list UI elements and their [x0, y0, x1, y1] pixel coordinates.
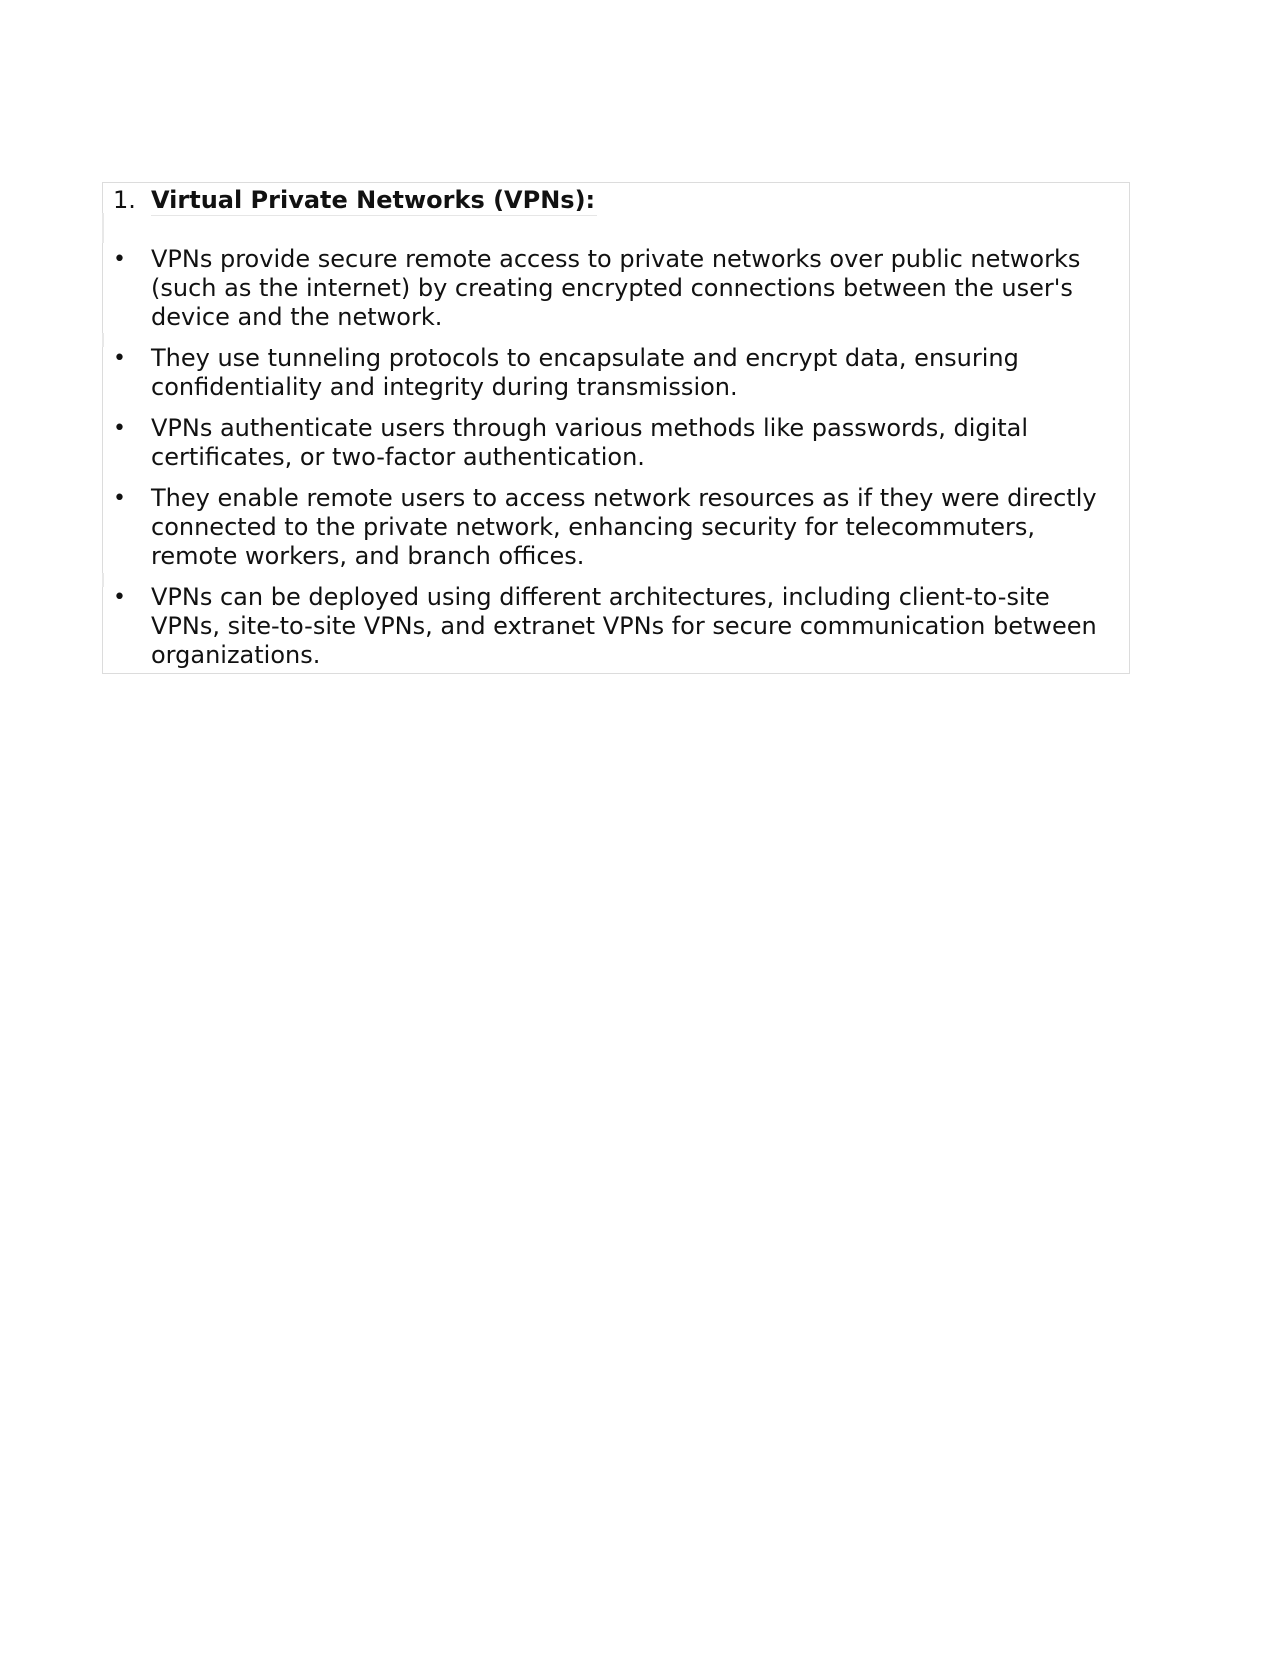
section-heading [103, 183, 1129, 219]
list-item-text: VPNs can be deployed using different architectures, including client-to-site VPNs, site-to-site VPNs, and extranet VPNs for secure communication between organizations. [151, 583, 1097, 669]
section-number: 1. [113, 186, 136, 214]
bullet-icon: • [113, 416, 126, 441]
list-item [103, 583, 1129, 670]
list-item [103, 414, 1129, 472]
list-item-text: They use tunneling protocols to encapsulate and encrypt data, ensuring confidentiality and integrity during transmission. [151, 344, 1019, 401]
list-item-text: VPNs authenticate users through various methods like passwords, digital certificates, or two-factor authentication. [151, 414, 1029, 471]
bullet-list [103, 245, 1129, 682]
section-title: Virtual Private Networks (VPNs): [151, 186, 596, 214]
list-item-text: VPNs provide secure remote access to private networks over public networks (such as the internet) by creating encrypted connections between the user's device and the network. [151, 245, 1081, 331]
bullet-icon: • [113, 486, 126, 511]
bullet-icon: • [113, 247, 126, 272]
content-box [102, 182, 1130, 674]
list-item [103, 344, 1129, 402]
list-item [103, 484, 1129, 571]
list-item [103, 245, 1129, 332]
list-item-text: They enable remote users to access network resources as if they were directly connected to the private network, enhancing security for telecommuters, remote workers, and branch offices. [151, 484, 1097, 570]
bullet-icon: • [113, 585, 126, 610]
bullet-icon: • [113, 346, 126, 371]
